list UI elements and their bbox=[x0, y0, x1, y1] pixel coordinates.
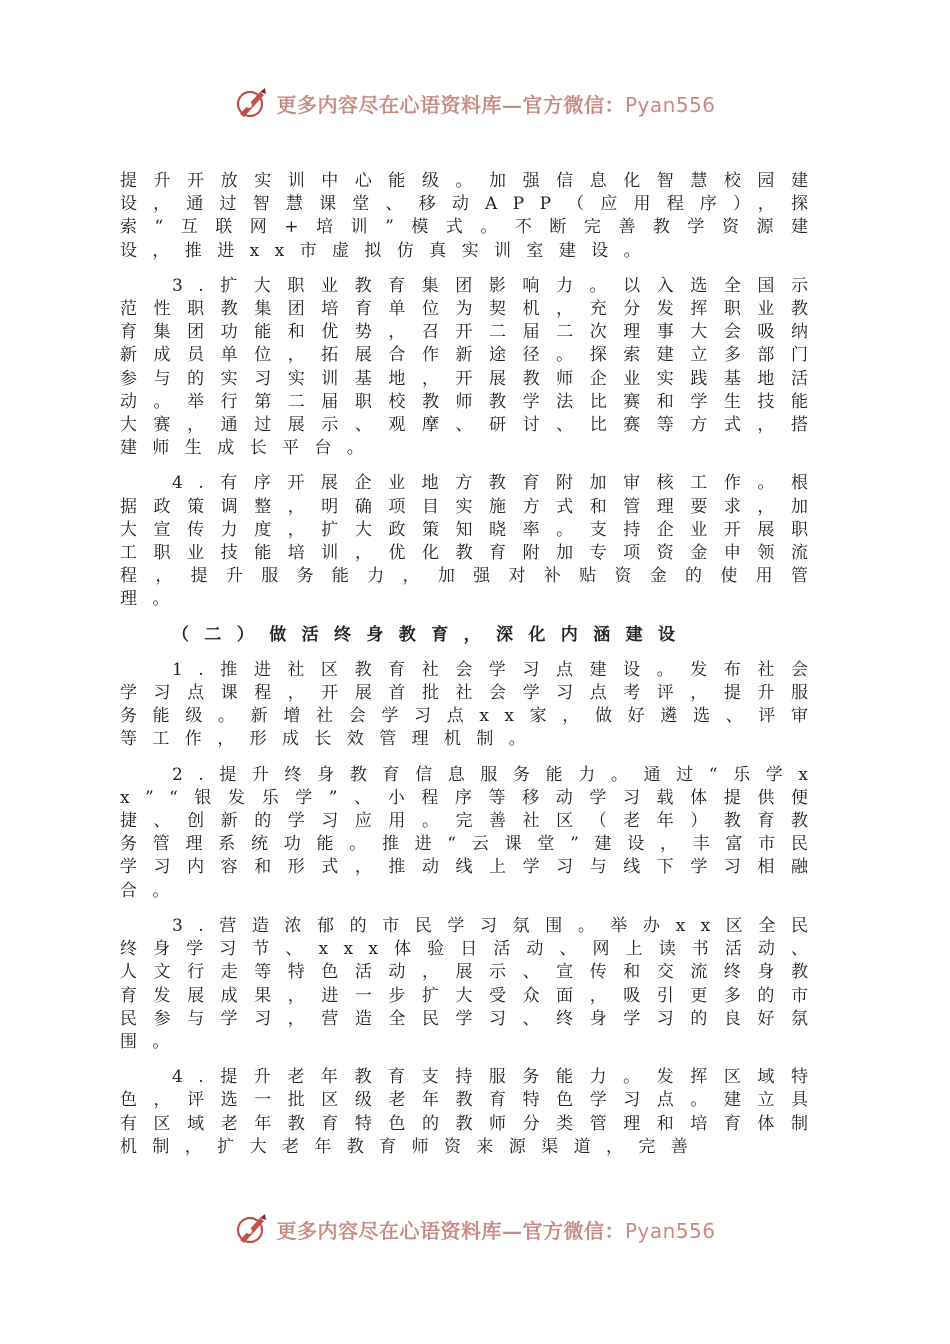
paragraph: 3.扩大职业教育集团影响力。以入选全国示范性职教集团培育单位为契机，充分发挥职业教育集团功能和优势，召开二届二次理事大会吸纳新成员单位，拓展合作新途径。探索建立多部门参与的实习实训基地，开展教师企业实践基地活动。举行第二届职校教师教学法比赛和学生技能大赛，通过展示、观摩、研讨、比赛等方式，搭建师生成长平台。 bbox=[120, 275, 824, 459]
watermark-header bbox=[0, 86, 950, 120]
paragraph: 2.提升终身教育信息服务能力。通过“乐学xx”“银发乐学”、小程序等移动学习载体提供便捷、创新的学习应用。完善社区（老年）教育教务管理系统功能。推进“云课堂”建设，丰富市民学习内容和形式，推动线上学习与线下学习相融合。 bbox=[120, 764, 824, 901]
paragraph: 3.营造浓郁的市民学习氛围。举办xx区全民终身学习节、xxx体验日活动、网上读书活动、人文行走等特色活动，展示、宣传和交流终身教育发展成果，进一步扩大受众面，吸引更多的市民参与学习，营造全民学习、终身学习的良好氛围。 bbox=[120, 915, 824, 1052]
document-body bbox=[120, 170, 824, 1171]
watermark-text: 更多内容尽在心语资料库—官方微信：Pyan556 bbox=[276, 92, 716, 117]
watermark-text: 更多内容尽在心语资料库—官方微信：Pyan556 bbox=[276, 1218, 716, 1243]
pen-logo-icon bbox=[234, 1212, 268, 1246]
paragraph: 提升开放实训中心能级。加强信息化智慧校园建设，通过智慧课堂、移动APP（应用程序），探索“互联网+培训”模式。不断完善教学资源建设，推进xx市虚拟仿真实训室建设。 bbox=[120, 171, 824, 261]
watermark-footer bbox=[0, 1212, 950, 1246]
section-heading: （二）做活终身教育，深化内涵建设 bbox=[172, 624, 691, 645]
paragraph: 4.提升老年教育支持服务能力。发挥区域特色，评选一批区级老年教育特色学习点。建立具有区域老年教育特色的教师分类管理和培育体制机制，扩大老年教育师资来源渠道，完善 bbox=[120, 1067, 824, 1157]
paragraph: 1.推进社区教育社会学习点建设。发布社会学习点课程，开展首批社会学习点考评，提升服务能级。新增社会学习点xx家，做好遴选、评审等工作，形成长效管理机制。 bbox=[120, 659, 824, 750]
paragraph: 4.有序开展企业地方教育附加审核工作。根据政策调整，明确项目实施方式和管理要求，加大宣传力度，扩大政策知晓率。支持企业开展职工职业技能培训，优化教育附加专项资金申领流程，提升服务能力，加强对补贴资金的使用管理。 bbox=[120, 473, 824, 610]
pen-logo-icon bbox=[234, 86, 268, 120]
